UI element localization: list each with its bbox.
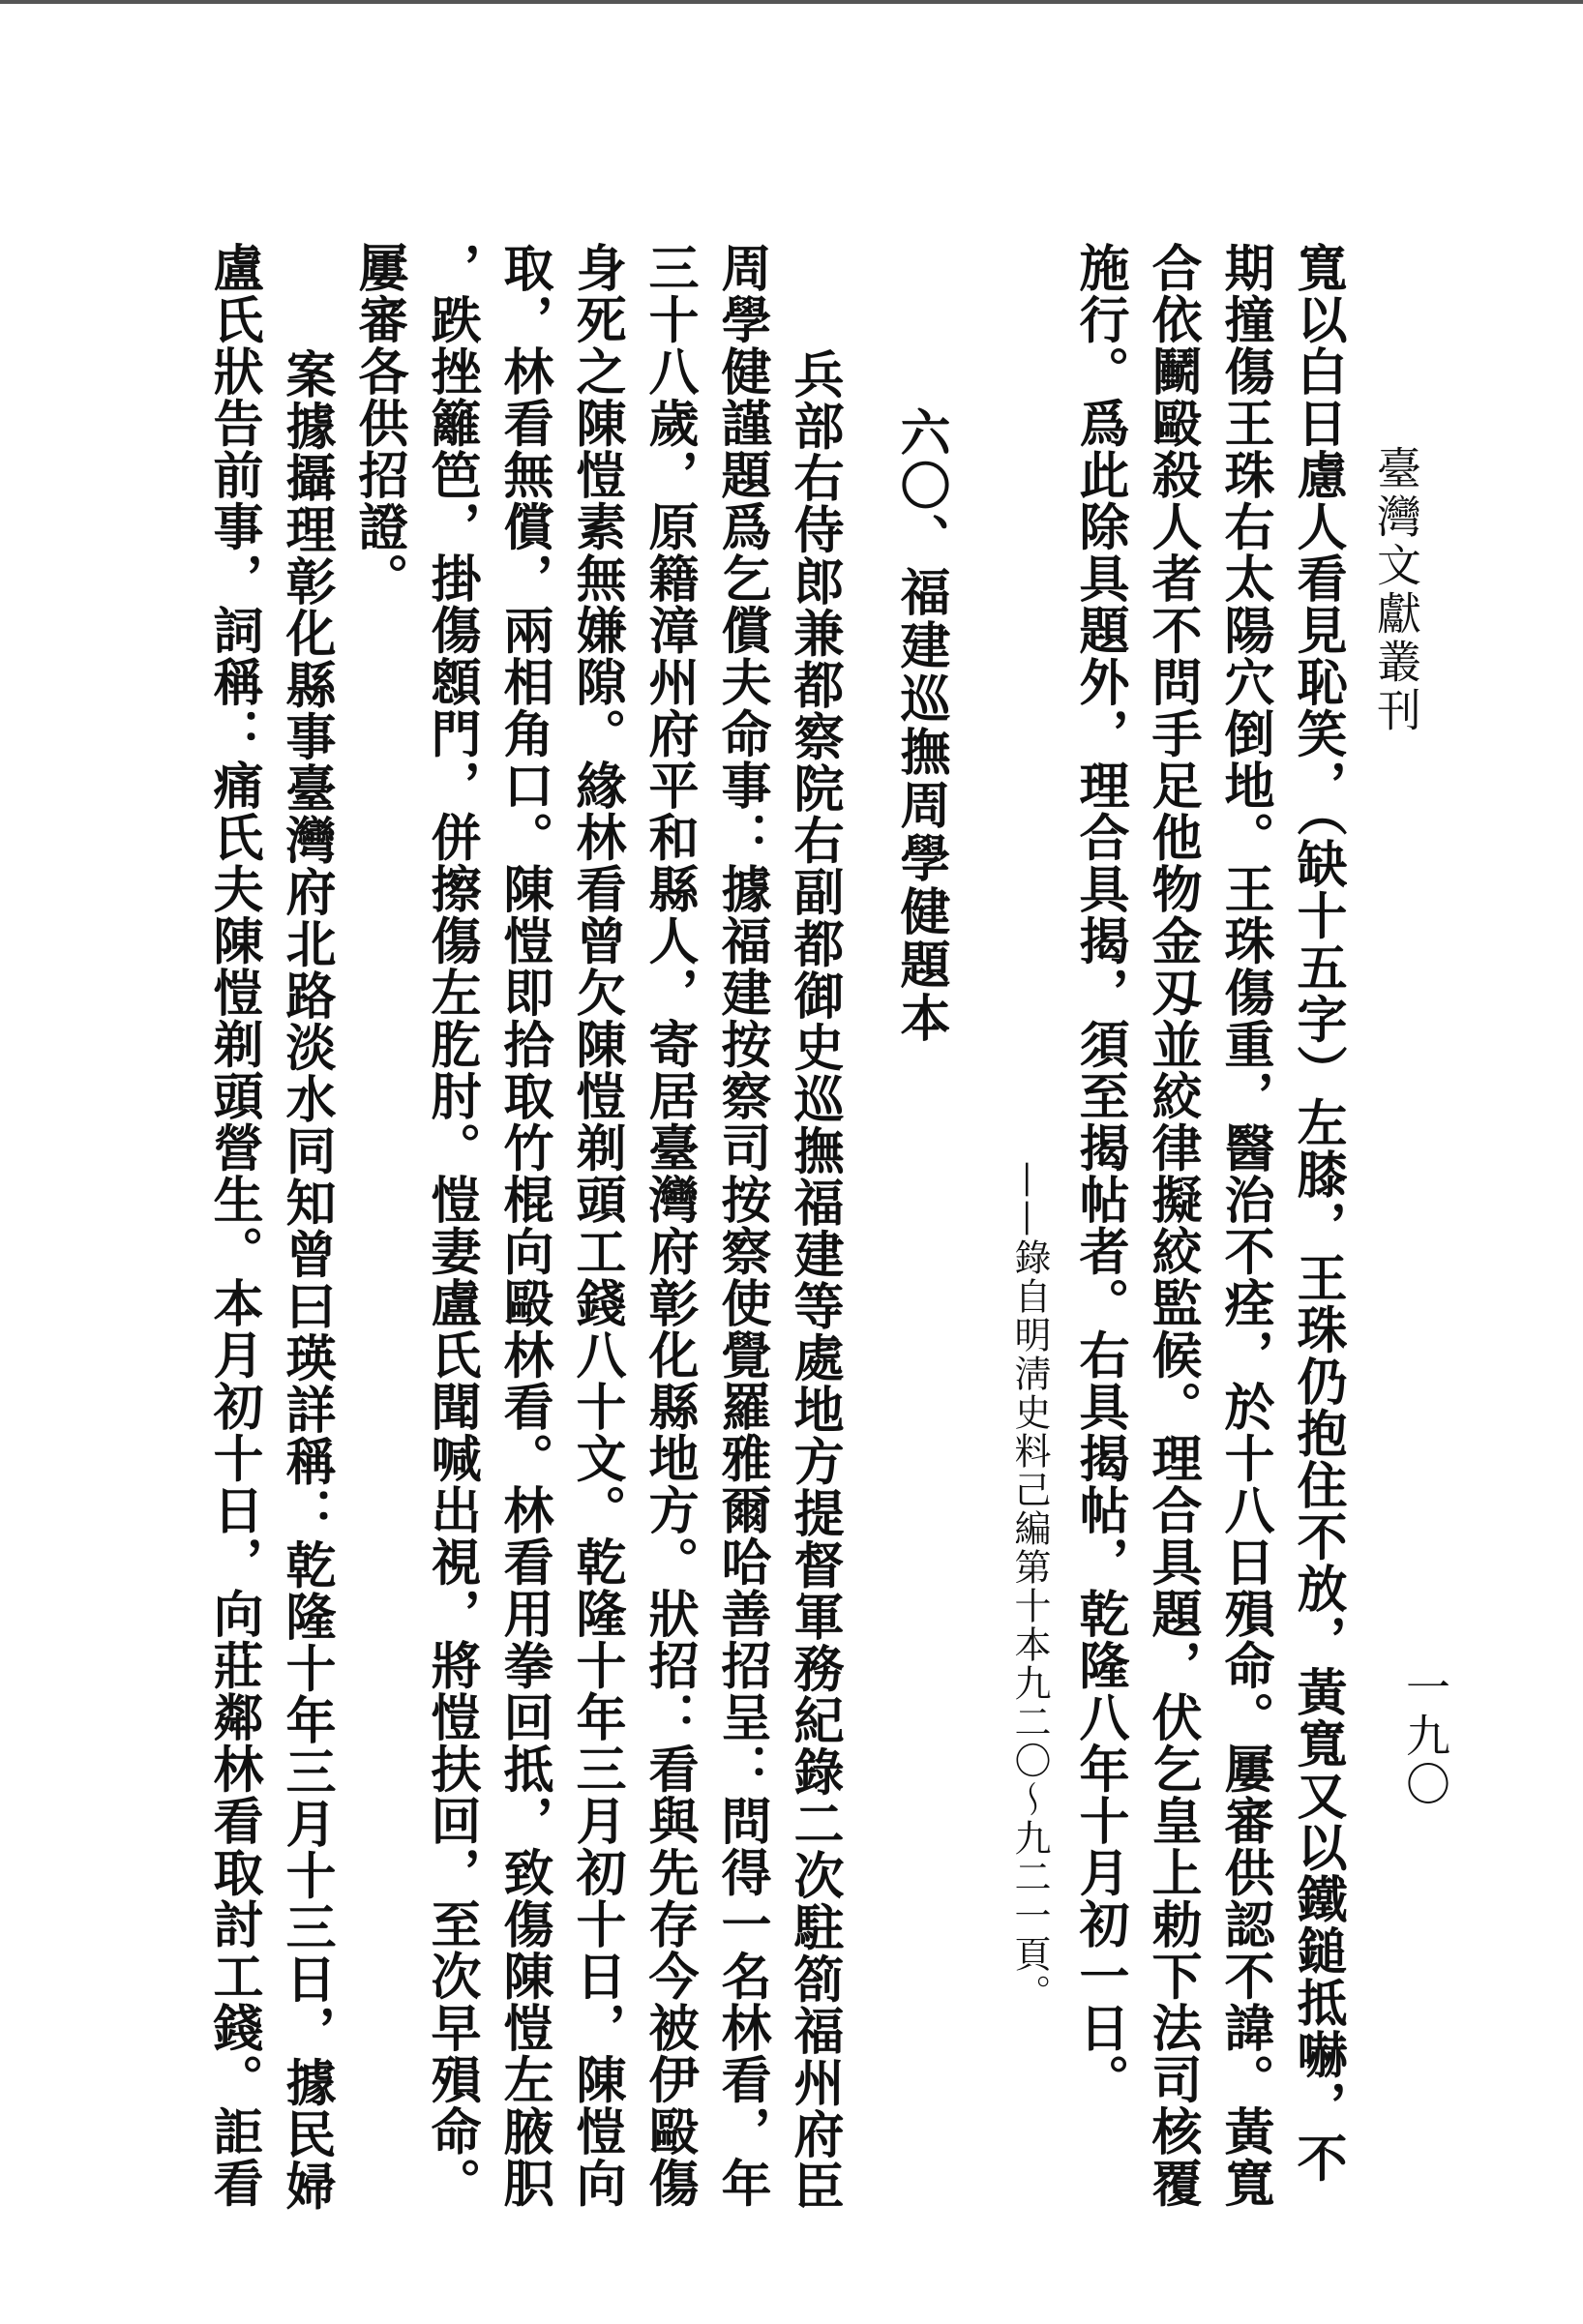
text-column-r1: 寬以白日慮人看見恥笑，（缺十五字）左膝，王珠仍抱住不放，黃寬又以鐵鎚抵嚇，不	[1288, 242, 1347, 2184]
text-column-r4: 施行。爲此除具題外，理合具揭，須至揭帖者。右具揭帖，乾隆八年十月初一日。	[1070, 242, 1129, 2105]
book-title: 臺灣文獻叢刊	[1370, 445, 1422, 735]
text-column-l9: 盧氏狀告前事，詞稱：痛氏夫陳愷剃頭營生。本月初十日，向莊鄰林看取討工錢。詎看	[204, 242, 263, 2209]
text-column-l3: 三十八歲，原籍漳州府平和縣人，寄居臺灣府彰化縣地方。狀招：看與先存今被伊毆傷	[640, 242, 699, 2209]
text-column-l1: 兵部右侍郎兼都察院右副都御史巡撫福建等處地方提督軍務紀錄二次駐箚福州府臣	[785, 348, 844, 2212]
text-column-l2: 周學健謹題爲乞償夫命事：據福建按察司按察使覺羅雅爾哈善招呈：問得一名林看，年	[712, 242, 771, 2209]
text-column-r2: 期撞傷王珠右太陽穴倒地。王珠傷重，醫治不痊，於十八日殞命。屢審供認不諱。黃寬	[1215, 242, 1274, 2209]
text-column-r3: 合依鬭毆殺人者不問手足他物金刄並絞律擬絞監候。理合具題，伏乞皇上勅下法司核覆	[1143, 242, 1202, 2209]
text-column-l5: 取，林看無償，兩相角口。陳愷即拾取竹棍向毆林看。林看用拳回抵，致傷陳愷左腋胑	[494, 242, 553, 2209]
text-column-l7: 屢審各供招證。	[349, 242, 408, 605]
scan-top-edge	[0, 0, 1583, 4]
source-note: ——錄自明淸史料己編第十本九二〇～九二一頁。	[1008, 1161, 1051, 2012]
text-column-l4: 身死之陳愷素無嫌隙。緣林看曾欠陳愷剃頭工錢八十文。乾隆十年三月初十日，陳愷向	[567, 242, 626, 2209]
text-column-l8: 案據攝理彰化縣事臺灣府北路淡水同知曾曰瑛詳稱：乾隆十年三月十三日，據民婦	[277, 348, 336, 2212]
page-number: 一九〇	[1399, 1664, 1451, 1809]
section-heading: 六〇、福建巡撫周學健題本	[891, 406, 950, 1045]
text-column-l6: ，跌挫籬笆，掛傷顖門，併擦傷左肐肘。愷妻盧氏聞喊出視，將愷扶回，至次早殞命。	[422, 242, 481, 2209]
